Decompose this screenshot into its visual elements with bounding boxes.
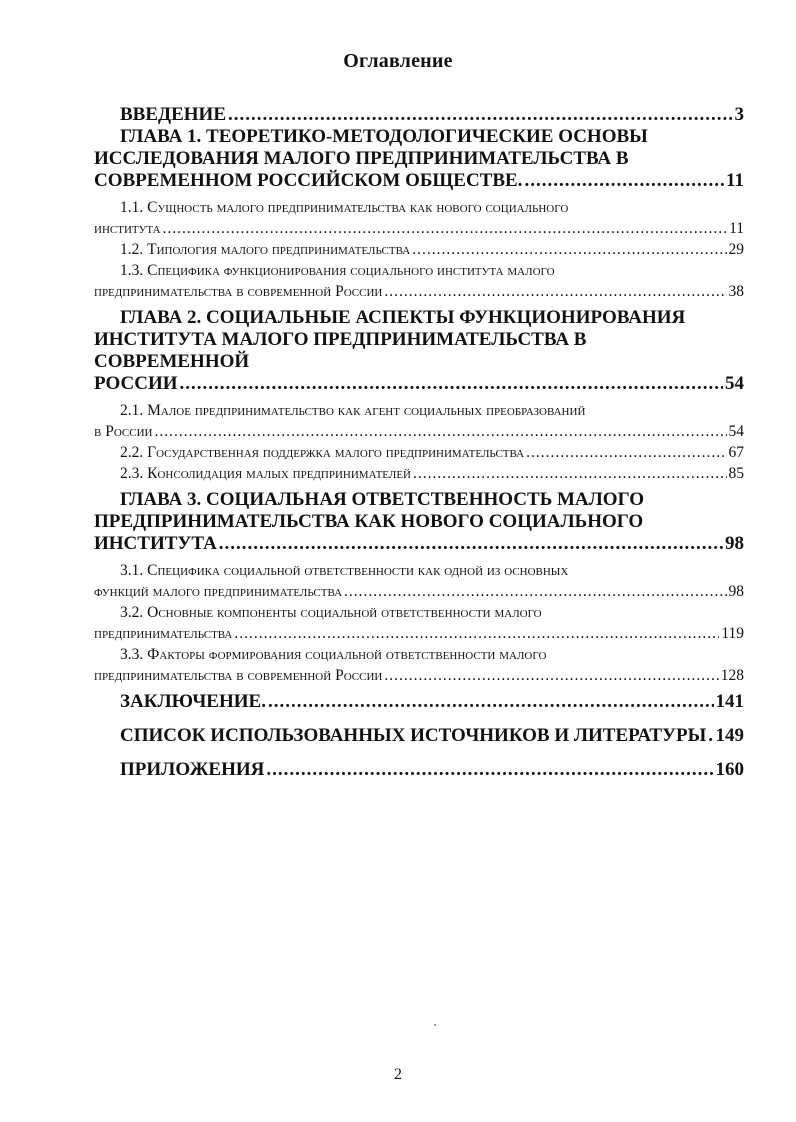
dot-leader — [344, 581, 726, 602]
toc-entry-text-line: 2.1. Малое предпринимательство как агент социальных преобразований — [120, 402, 586, 419]
toc-entry-title: предпринимательства в современной России — [94, 667, 383, 684]
toc-entry-text-line: ГЛАВА 1. ТЕОРЕТИКО-МЕТОДОЛОГИЧЕСКИЕ ОСНОВЫ — [120, 126, 648, 147]
table-of-contents — [94, 104, 744, 781]
dot-leader — [413, 463, 727, 484]
toc-entry-title: ВВЕДЕНИЕ — [120, 104, 226, 125]
toc-section-entry[interactable] — [94, 400, 744, 442]
toc-section-entry[interactable] — [94, 644, 744, 686]
toc-page-number: 54 — [728, 423, 744, 440]
dot-leader — [228, 104, 733, 126]
toc-entry-text-line: ИССЛЕДОВАНИЯ МАЛОГО ПРЕДПРИНИМАТЕЛЬСТВА В — [94, 148, 629, 169]
toc-chapter-entry[interactable] — [94, 489, 744, 555]
toc-section-entry[interactable] — [94, 442, 744, 463]
scan-speck — [434, 1024, 436, 1026]
toc-page-number: 38 — [728, 283, 744, 300]
toc-entry-text-line: ИНСТИТУТА МАЛОГО ПРЕДПРИНИМАТЕЛЬСТВА В СОВРЕМЕННОЙ — [94, 329, 587, 372]
toc-entry-title: ИНСТИТУТА — [94, 533, 217, 554]
toc-page-number: 11 — [726, 170, 744, 191]
toc-page-number: 98 — [725, 533, 744, 554]
toc-page-number: 67 — [728, 444, 744, 461]
toc-section-entry[interactable] — [94, 197, 744, 239]
toc-entry-text-line: 3.1. Специфика социальной ответственности как одной из основных — [120, 562, 569, 579]
dot-leader — [384, 281, 726, 302]
toc-page-number: 128 — [720, 667, 744, 684]
toc-chapter-entry[interactable] — [94, 307, 744, 395]
dot-leader — [154, 421, 726, 442]
toc-section-entry[interactable] — [94, 602, 744, 644]
toc-section-entry[interactable] — [94, 260, 744, 302]
toc-entry-text-line: ГЛАВА 3. СОЦИАЛЬНАЯ ОТВЕТСТВЕННОСТЬ МАЛОГО — [120, 489, 644, 510]
toc-section-entry[interactable] — [94, 239, 744, 260]
toc-page-number: 85 — [728, 465, 744, 482]
toc-entry-title: 2.2. Государственная поддержка малого предпринимательства — [120, 444, 525, 461]
toc-entry-title: 1.2. Типология малого предпринимательства — [120, 241, 411, 258]
toc-entry-title: ЗАКЛЮЧЕНИЕ. — [120, 691, 266, 712]
toc-entry-title: ПРИЛОЖЕНИЯ — [120, 759, 265, 780]
page-number: 2 — [394, 1066, 402, 1083]
toc-entry-text-line: 1.1. Сущность малого предпринимательства как нового социального — [120, 199, 569, 216]
toc-entry-title: института — [94, 220, 161, 237]
toc-section-entry[interactable] — [94, 463, 744, 484]
toc-section-entry[interactable] — [94, 560, 744, 602]
toc-chapter-entry[interactable] — [94, 759, 744, 781]
toc-entry-text-line: 3.2. Основные компоненты социальной ответственности малого — [120, 604, 542, 621]
toc-entry-title: предпринимательства в современной России — [94, 283, 383, 300]
toc-entry-title: СПИСОК ИСПОЛЬЗОВАННЫХ ИСТОЧНИКОВ И ЛИТЕРАТУРЫ — [120, 725, 707, 746]
toc-entry-text-line: 3.3. Факторы формирования социальной ответственности малого — [120, 646, 547, 663]
dot-leader — [708, 725, 713, 747]
toc-page-number: 11 — [729, 220, 744, 237]
toc-entry-title: предпринимательства — [94, 625, 233, 642]
toc-chapter-entry[interactable] — [94, 104, 744, 126]
dot-leader — [266, 759, 713, 781]
toc-entry-title: функций малого предпринимательства — [94, 583, 343, 600]
dot-leader — [524, 170, 724, 192]
toc-chapter-entry[interactable] — [94, 126, 744, 192]
dot-leader — [384, 665, 718, 686]
dot-leader — [412, 239, 726, 260]
toc-page-number: 141 — [715, 691, 744, 712]
dot-leader — [219, 533, 723, 555]
toc-entry-title: в России — [94, 423, 153, 440]
dot-leader — [163, 218, 728, 239]
dot-leader — [180, 373, 723, 395]
toc-chapter-entry[interactable] — [94, 691, 744, 713]
dot-leader — [234, 623, 719, 644]
toc-page-number: 54 — [725, 373, 744, 394]
toc-page-number: 98 — [728, 583, 744, 600]
toc-chapter-entry[interactable] — [94, 725, 744, 747]
toc-page-number: 149 — [715, 725, 744, 746]
toc-entry-text-line: ПРЕДПРИНИМАТЕЛЬСТВА КАК НОВОГО СОЦИАЛЬНОГО — [94, 511, 644, 532]
dot-leader — [526, 442, 726, 463]
toc-entry-title: 2.3. Консолидация малых предпринимателей — [120, 465, 411, 482]
page-title: Оглавление — [343, 50, 453, 72]
toc-page-number: 3 — [734, 104, 744, 125]
dot-leader — [268, 691, 714, 713]
toc-entry-text-line: 1.3. Специфика функционирования социального института малого — [120, 262, 555, 279]
toc-page-number: 160 — [715, 759, 744, 780]
toc-entry-title: СОВРЕМЕННОМ РОССИЙСКОМ ОБЩЕСТВЕ. — [94, 170, 523, 191]
toc-page-number: 29 — [728, 241, 744, 258]
toc-entry-text-line: ГЛАВА 2. СОЦИАЛЬНЫЕ АСПЕКТЫ ФУНКЦИОНИРОВАНИЯ — [120, 307, 686, 328]
toc-entry-title: РОССИИ — [94, 373, 178, 394]
toc-page-number: 119 — [721, 625, 744, 642]
